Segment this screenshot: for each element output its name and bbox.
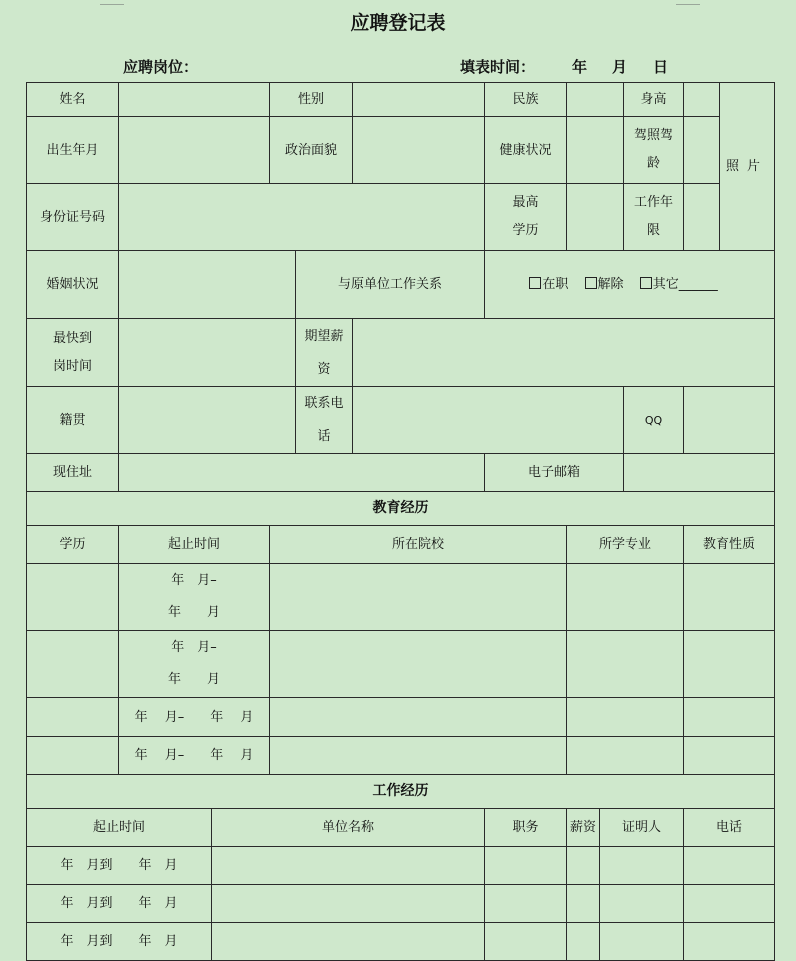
email-value[interactable] <box>624 454 775 492</box>
phone-value[interactable] <box>353 387 624 454</box>
work-header-referee: 证明人 <box>600 809 684 847</box>
name-label: 姓名 <box>27 83 119 117</box>
page-corner-mark <box>100 4 124 5</box>
checkbox-icon[interactable] <box>640 277 652 289</box>
edu-cell[interactable] <box>270 737 567 775</box>
work-cell[interactable] <box>212 923 485 961</box>
edu-cell[interactable] <box>27 698 119 737</box>
page-title: 应聘登记表 <box>350 12 446 34</box>
edu-header-degree: 学历 <box>27 526 119 564</box>
work-cell[interactable] <box>684 923 775 961</box>
work-cell[interactable] <box>600 847 684 885</box>
checkbox-icon[interactable] <box>529 277 541 289</box>
birth-value[interactable] <box>119 117 270 184</box>
arrival-value[interactable] <box>119 319 296 387</box>
birth-label: 出生年月 <box>27 117 119 184</box>
edu-cell[interactable] <box>27 631 119 698</box>
edu-period[interactable]: 年 月– 年 月 <box>119 737 270 775</box>
work-cell[interactable] <box>600 923 684 961</box>
phone-label: 联系电话 <box>296 387 353 454</box>
work-cell[interactable] <box>567 847 600 885</box>
politics-label: 政治面貌 <box>270 117 353 184</box>
education-section-title: 教育经历 <box>27 492 775 526</box>
work-cell[interactable] <box>567 885 600 923</box>
work-header-salary: 薪资 <box>567 809 600 847</box>
option-employed[interactable]: 在职 <box>529 268 568 301</box>
email-label: 电子邮箱 <box>485 454 624 492</box>
native-value[interactable] <box>119 387 296 454</box>
edu-header-period: 起止时间 <box>119 526 270 564</box>
work-cell[interactable] <box>684 847 775 885</box>
edu-cell[interactable] <box>270 631 567 698</box>
edu-header-type: 教育性质 <box>684 526 775 564</box>
work-cell[interactable] <box>485 923 567 961</box>
edu-header-major: 所学专业 <box>567 526 684 564</box>
salary-label: 期望薪资 <box>296 319 353 387</box>
work-header-phone: 电话 <box>684 809 775 847</box>
edu-cell[interactable] <box>684 737 775 775</box>
work-cell[interactable] <box>684 885 775 923</box>
height-value[interactable] <box>684 83 720 117</box>
work-cell[interactable] <box>567 923 600 961</box>
id-number-label: 身份证号码 <box>27 184 119 251</box>
address-label: 现住址 <box>27 454 119 492</box>
edu-cell[interactable] <box>270 698 567 737</box>
edu-cell[interactable] <box>684 698 775 737</box>
work-years-value[interactable] <box>684 184 720 251</box>
driving-label: 驾照驾龄 <box>624 117 684 184</box>
marriage-value[interactable] <box>119 251 296 319</box>
edu-period[interactable]: 年 月– 年 月 <box>119 631 270 698</box>
arrival-label: 最快到岗时间 <box>27 319 119 387</box>
work-header-company: 单位名称 <box>212 809 485 847</box>
month-label: 月 <box>612 58 628 76</box>
relation-label: 与原单位工作关系 <box>296 251 485 319</box>
work-cell[interactable] <box>485 885 567 923</box>
salary-value[interactable] <box>353 319 775 387</box>
edu-cell[interactable] <box>684 631 775 698</box>
highest-education-label: 最高学历 <box>485 184 567 251</box>
qq-value[interactable] <box>684 387 775 454</box>
work-cell[interactable] <box>212 885 485 923</box>
id-number-value[interactable] <box>119 184 485 251</box>
highest-education-value[interactable] <box>567 184 624 251</box>
marriage-label: 婚姻状况 <box>27 251 119 319</box>
photo-placeholder[interactable]: 照片 <box>720 83 775 251</box>
driving-value[interactable] <box>684 117 720 184</box>
option-terminated[interactable]: 解除 <box>585 268 624 301</box>
work-section-title: 工作经历 <box>27 775 775 809</box>
edu-cell[interactable] <box>567 564 684 631</box>
work-cell[interactable] <box>600 885 684 923</box>
year-label: 年 <box>572 58 588 76</box>
edu-cell[interactable] <box>567 631 684 698</box>
native-label: 籍贯 <box>27 387 119 454</box>
edu-cell[interactable] <box>270 564 567 631</box>
health-value[interactable] <box>567 117 624 184</box>
gender-label: 性别 <box>270 83 353 117</box>
relation-options <box>485 251 775 319</box>
ethnicity-label: 民族 <box>485 83 567 117</box>
position-label: 应聘岗位： <box>123 58 199 76</box>
edu-cell[interactable] <box>27 564 119 631</box>
work-cell[interactable] <box>485 847 567 885</box>
ethnicity-value[interactable] <box>567 83 624 117</box>
page-corner-mark <box>676 4 700 5</box>
edu-cell[interactable] <box>684 564 775 631</box>
work-header-title: 职务 <box>485 809 567 847</box>
fill-time-label: 填表时间： <box>460 58 536 76</box>
edu-header-school: 所在院校 <box>270 526 567 564</box>
work-cell[interactable] <box>212 847 485 885</box>
work-period[interactable]: 年 月到 年 月 <box>27 923 212 961</box>
work-period[interactable]: 年 月到 年 月 <box>27 847 212 885</box>
edu-period[interactable]: 年 月– 年 月 <box>119 698 270 737</box>
edu-cell[interactable] <box>567 698 684 737</box>
registration-table <box>26 82 775 961</box>
edu-period[interactable]: 年 月– 年 月 <box>119 564 270 631</box>
qq-label: QQ <box>624 387 684 454</box>
politics-value[interactable] <box>353 117 485 184</box>
address-value[interactable] <box>119 454 485 492</box>
checkbox-icon[interactable] <box>585 277 597 289</box>
name-value[interactable] <box>119 83 270 117</box>
edu-cell[interactable] <box>567 737 684 775</box>
option-other[interactable]: 其它______ <box>640 268 718 301</box>
day-label: 日 <box>653 58 669 76</box>
health-label: 健康状况 <box>485 117 567 184</box>
edu-cell[interactable] <box>27 737 119 775</box>
gender-value[interactable] <box>353 83 485 117</box>
height-label: 身高 <box>624 83 684 117</box>
work-header-period: 起止时间 <box>27 809 212 847</box>
work-period[interactable]: 年 月到 年 月 <box>27 885 212 923</box>
work-years-label: 工作年限 <box>624 184 684 251</box>
